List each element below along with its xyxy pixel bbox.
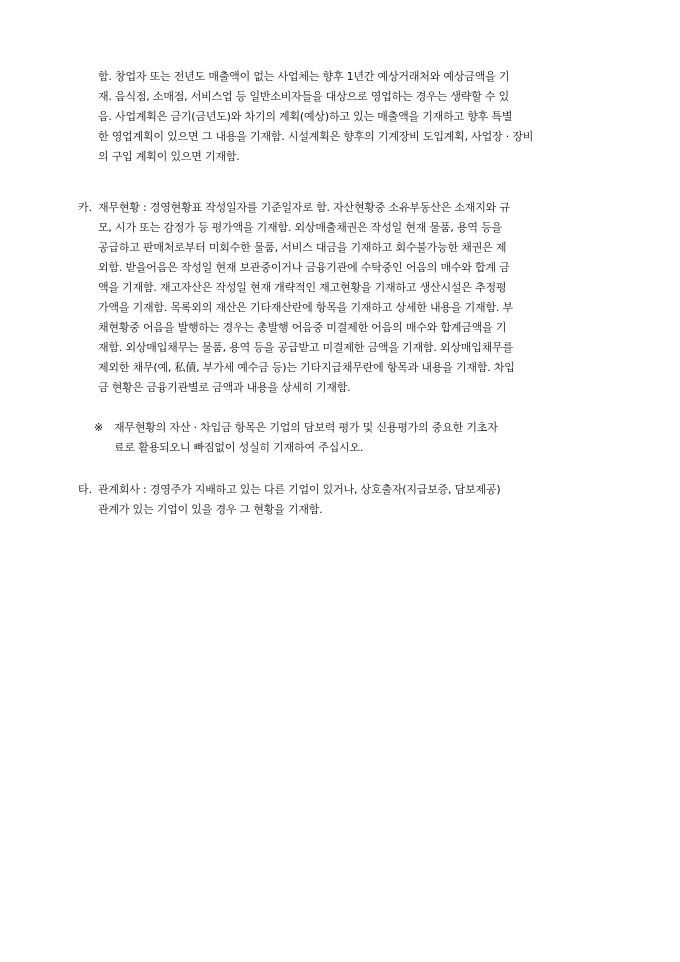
paragraph-line: 료로 활용되오니 빠짐없이 성실히 기재하여 주십시오. [114,441,364,454]
paragraph-line: 재. 음식점, 소매점, 서비스업 등 일반소비자들을 대상으로 영업하는 경우는 생략할 수 있 [98,90,510,103]
paragraph-line: 관계가 있는 기업이 있을 경우 그 현황을 기재함. [98,503,323,516]
section-ta-marker: 타. [78,483,93,496]
section-ta-paragraph [98,480,628,520]
continuation-paragraph [98,67,628,167]
paragraph-line: 의 구입 계획이 있으면 기재함. [98,150,240,163]
paragraph-line: 함. 창업자 또는 전년도 매출액이 없는 사업체는 향후 1년간 예상거래처와 예상금액을 기 [98,70,510,83]
paragraph-line: 재무현황의 자산 · 차입금 항목은 기업의 담보력 평가 및 신용평가의 중요한 기초자 [114,421,498,434]
paragraph-line: 제외한 채무(예, 私債, 부가세 예수금 등)는 기타지급채무란에 항목과 내용을 기재함. 차입 [98,361,515,374]
paragraph-line: 금 현황은 금융기관별로 금액과 내용을 상세히 기재함. [98,381,351,394]
paragraph-line: 공급하고 판매처로부터 미회수한 물품, 서비스 대금을 기재하고 회수불가능한 채권은 제 [98,241,507,254]
paragraph-line: 관계회사 : 경영주가 지배하고 있는 다른 기업이 있거나, 상호출자(지급보증, 담보제공) [98,483,501,496]
paragraph-line: 한 영업계획이 있으면 그 내용을 기재함. 시설계획은 향후의 기계장비 도입계획, 사업장 · 장비 [98,130,534,143]
note-marker: ※ [94,421,104,434]
paragraph-line: 재무현황 : 경영현황표 작성일자를 기준일자로 함. 자산현황중 소유부동산은 소재지와 규 [98,201,510,214]
note-paragraph [114,418,628,458]
paragraph-line: 액을 기재함. 재고자산은 작성일 현재 개략적인 재고현황을 기재하고 생산시설은 추정평 [98,281,507,294]
paragraph-line: 외함. 받을어음은 작성일 현재 보관중이거나 금융기관에 수탁중인 어음의 매수와 합계 금 [98,261,510,274]
paragraph-line: 채현황중 어음을 발행하는 경우는 총발행 어음중 미결제한 어음의 매수와 합계금액을 기 [98,321,507,334]
section-ka-marker: 카. [78,201,93,214]
paragraph-line: 재함. 외상매입채무는 물품, 용역 등을 공급받고 미결제한 금액을 기재함. 외상매입채무를 [98,341,513,354]
section-ka-paragraph [98,198,628,398]
paragraph-line: 모, 시가 또는 감정가 등 평가액을 기재함. 외상매출채권은 작성일 현재 물품, 용역 등을 [98,221,502,234]
paragraph-line: 음. 사업계획은 금기(금년도)와 차기의 계획(예상)하고 있는 매출액을 기재하고 향후 특별 [98,110,513,123]
paragraph-line: 가액을 기재함. 목록외의 재산은 기타재산란에 항목을 기재하고 상세한 내용을 기재함. 부 [98,301,513,314]
